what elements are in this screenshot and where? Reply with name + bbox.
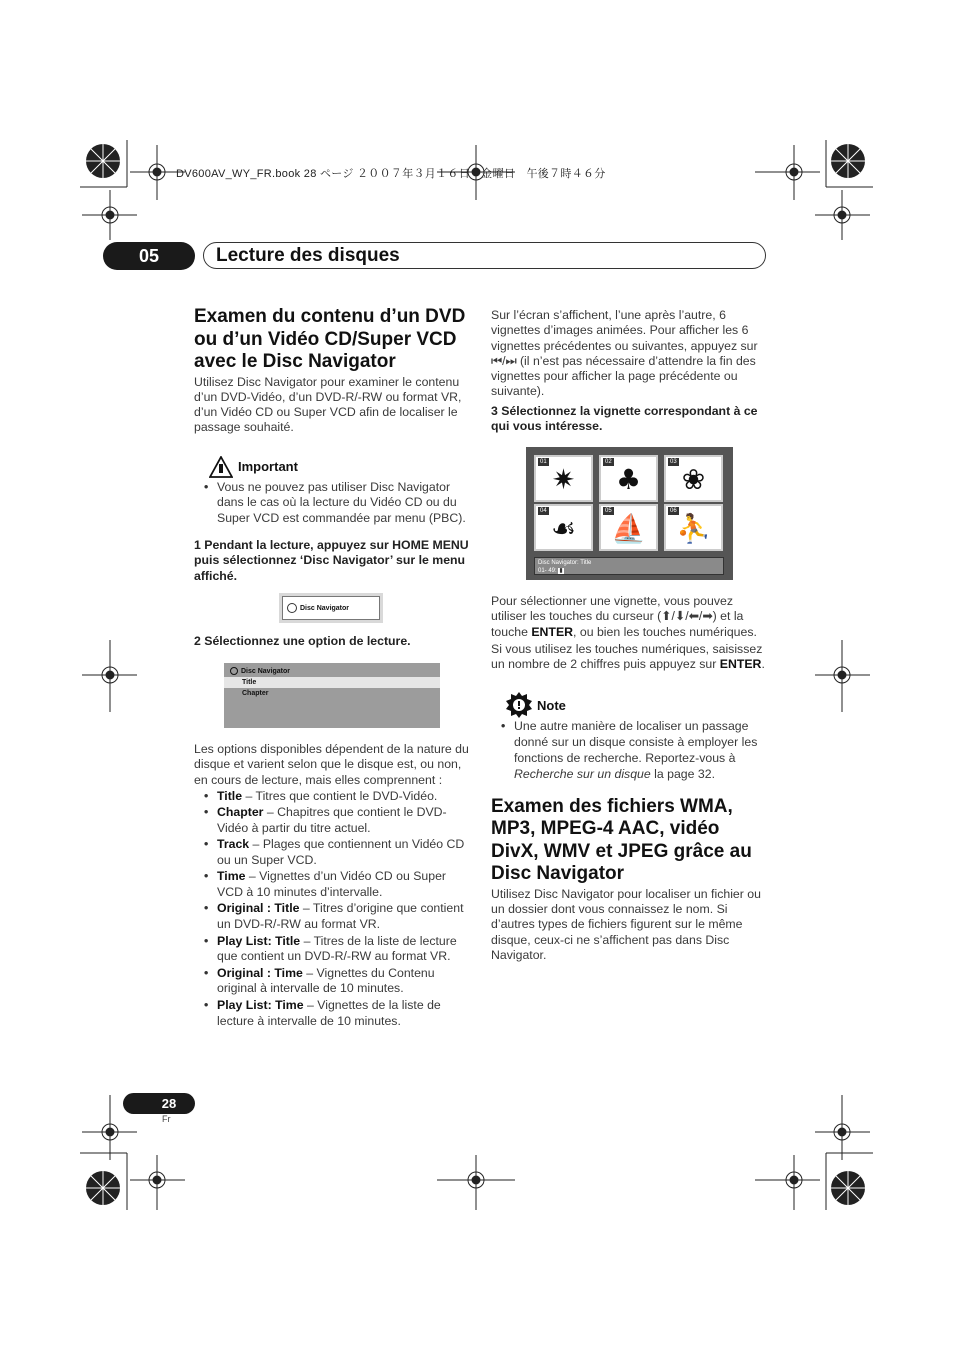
thumbnail-number: 04 <box>540 508 547 514</box>
thumbnail-04[interactable] <box>534 504 593 551</box>
menu-item-chapter[interactable]: Chapter <box>242 690 269 697</box>
option-item: • Play List: Time – Vignettes de la liste de lecture à intervalle de 10 minutes. <box>194 998 470 1030</box>
option-item: • Original : Time – Vignettes du Contenu original à intervalle de 10 minutes. <box>194 966 470 998</box>
thumbnail-image-icon: ♣ <box>615 463 642 496</box>
page-language: Fr <box>162 1114 171 1124</box>
files-paragraph: Utilisez Disc Navigator pour localiser un fichier ou un dossier dont vous connaissez le nom. Si d’autres types de fichiers figurent sur le même disque, ceux-ci ne s’affichent pas dans Disc Navigator. <box>491 886 761 962</box>
note-gear-icon <box>506 692 532 718</box>
menu-title <box>224 666 440 677</box>
options-list <box>194 789 470 1029</box>
right-column <box>491 306 767 962</box>
step-3: 3 Sélectionnez la vignette correspondant à ce qui vous intéresse. <box>491 403 758 434</box>
page-number: 28 <box>123 1093 195 1114</box>
option-item: • Track – Plages que contiennent un Vidéo CD ou un Super VCD. <box>194 837 470 869</box>
thumbnail-bar-range: 01- 49: ▮ <box>538 568 563 574</box>
thumbnail-number: 05 <box>605 508 612 514</box>
options-block <box>194 742 470 1030</box>
important-title: Important <box>238 459 298 475</box>
chapter-number: 05 <box>103 242 195 270</box>
thumbnail-number: 02 <box>605 459 612 465</box>
note-text: • Une autre manière de localiser un passage donné sur un disque consiste à employer les fonctions de recherche. Reportez-vous à Recherche sur un disque la page 32. <box>491 719 767 782</box>
thumbnail-image-icon: ❀ <box>681 463 706 496</box>
thumbnail-image-icon: ⛵ <box>611 512 646 545</box>
chapter-title <box>203 242 766 269</box>
menu-item-title[interactable]: Title <box>224 677 440 688</box>
important-text: • Vous ne pouvez pas utiliser Disc Navigator dans le cas où la lecture du Vidéo CD ou du Super VCD est commandée par menu (PBC). <box>194 480 470 527</box>
options-intro: Les options disponibles dépendent de la nature du disque et varient selon que le disque est, ou non, en cours de lecture, mais elles comprennent : <box>194 742 469 787</box>
vignettes-paragraph: Sur l’écran s’affichent, l’une après l’autre, 6 vignettes d’images animées. Pour afficher les 6 vignettes précédentes ou suivantes, appuyez sur ⏮/⏭ (il n’est pas nécessaire d’attendre la fin des vignettes pour afficher la page précédente ou suivante). <box>491 308 758 399</box>
option-item: • Time – Vignettes d’un Vidéo CD ou Super VCD à 10 minutes d’intervalle. <box>194 869 470 901</box>
thumbnail-image-icon: ☙ <box>550 512 577 545</box>
thumbnail-06[interactable] <box>664 504 723 551</box>
disc-navigator-button-inner <box>282 596 380 620</box>
intro-paragraph: Utilisez Disc Navigator pour examiner le contenu d’un DVD-Vidéo, d’un DVD-R/-RW ou format VR, d’un Vidéo CD ou Super VCD afin de localiser le passage souhaité. <box>194 374 462 435</box>
thumbnail-05[interactable] <box>599 504 658 551</box>
disc-icon <box>287 603 297 613</box>
note-callout <box>506 692 767 718</box>
option-item: • Chapter – Chapitres que contient le DVD-Vidéo à partir du titre actuel. <box>194 805 470 837</box>
option-item: • Title – Titres que contient le DVD-Vidéo. <box>194 789 470 805</box>
step-2: 2 Sélectionnez une option de lecture. <box>194 634 411 648</box>
thumbnail-image-icon: ✷ <box>551 463 576 496</box>
disc-icon <box>230 667 238 675</box>
thumbnail-screen <box>526 447 733 580</box>
menu-title-text: Disc Navigator <box>241 668 291 675</box>
chapter-title-text: Lecture des disques <box>216 244 400 266</box>
left-column <box>194 306 470 1028</box>
important-list <box>194 480 470 527</box>
note-title: Note <box>537 697 566 713</box>
thumbnail-02[interactable] <box>599 455 658 502</box>
thumbnail-number: 03 <box>670 459 677 465</box>
numeric-paragraph: Si vous utilisez les touches numériques, saisissez un nombre de 2 chiffres puis appuyez sur ENTER. <box>491 641 765 672</box>
section-heading-dvd: Examen du contenu d’un DVD ou d’un Vidéo CD/Super VCD avec le Disc Navigator <box>194 306 466 372</box>
thumbnail-number: 06 <box>670 508 677 514</box>
disc-navigator-menu <box>224 663 440 728</box>
thumbnail-status-bar <box>534 557 724 575</box>
thumbnail-03[interactable] <box>664 455 723 502</box>
right-lower-block <box>491 594 767 963</box>
cursor-paragraph: Pour sélectionner une vignette, vous pouvez utiliser les touches du curseur (⬆/⬇/⬅/➡) et la touche ENTER, ou bien les touches numériques. <box>491 594 757 639</box>
thumbnail-bar-title: Disc Navigator: Title <box>538 560 592 566</box>
option-item: • Play List: Title – Titres de la liste de lecture que contient un DVD-R/-RW au format VR. <box>194 934 470 966</box>
note-list <box>491 719 767 782</box>
thumbnail-image-icon: ⛹ <box>676 512 711 545</box>
warning-hand-icon <box>209 456 233 478</box>
section-heading-files: Examen des fichiers WMA, MP3, MPEG-4 AAC, vidéo DivX, WMV et JPEG grâce au Disc Navigator <box>491 795 752 885</box>
disc-navigator-button[interactable] <box>279 593 383 623</box>
thumbnail-01[interactable] <box>534 455 593 502</box>
option-item: • Original : Title – Titres d’origine que contient un DVD-R/-RW au format VR. <box>194 901 470 933</box>
thumbnail-number: 01 <box>540 459 547 465</box>
important-callout <box>209 456 470 478</box>
disc-navigator-button-label: Disc Navigator <box>300 604 350 612</box>
step-1: 1 Pendant la lecture, appuyez sur HOME MENU puis sélectionnez ‘Disc Navigator’ sur le menu affiché. <box>194 538 469 583</box>
file-header: DV600AV_WY_FR.book 28 ページ ２００７年３月１６日 金曜日 午後７時４６分 <box>176 168 606 180</box>
